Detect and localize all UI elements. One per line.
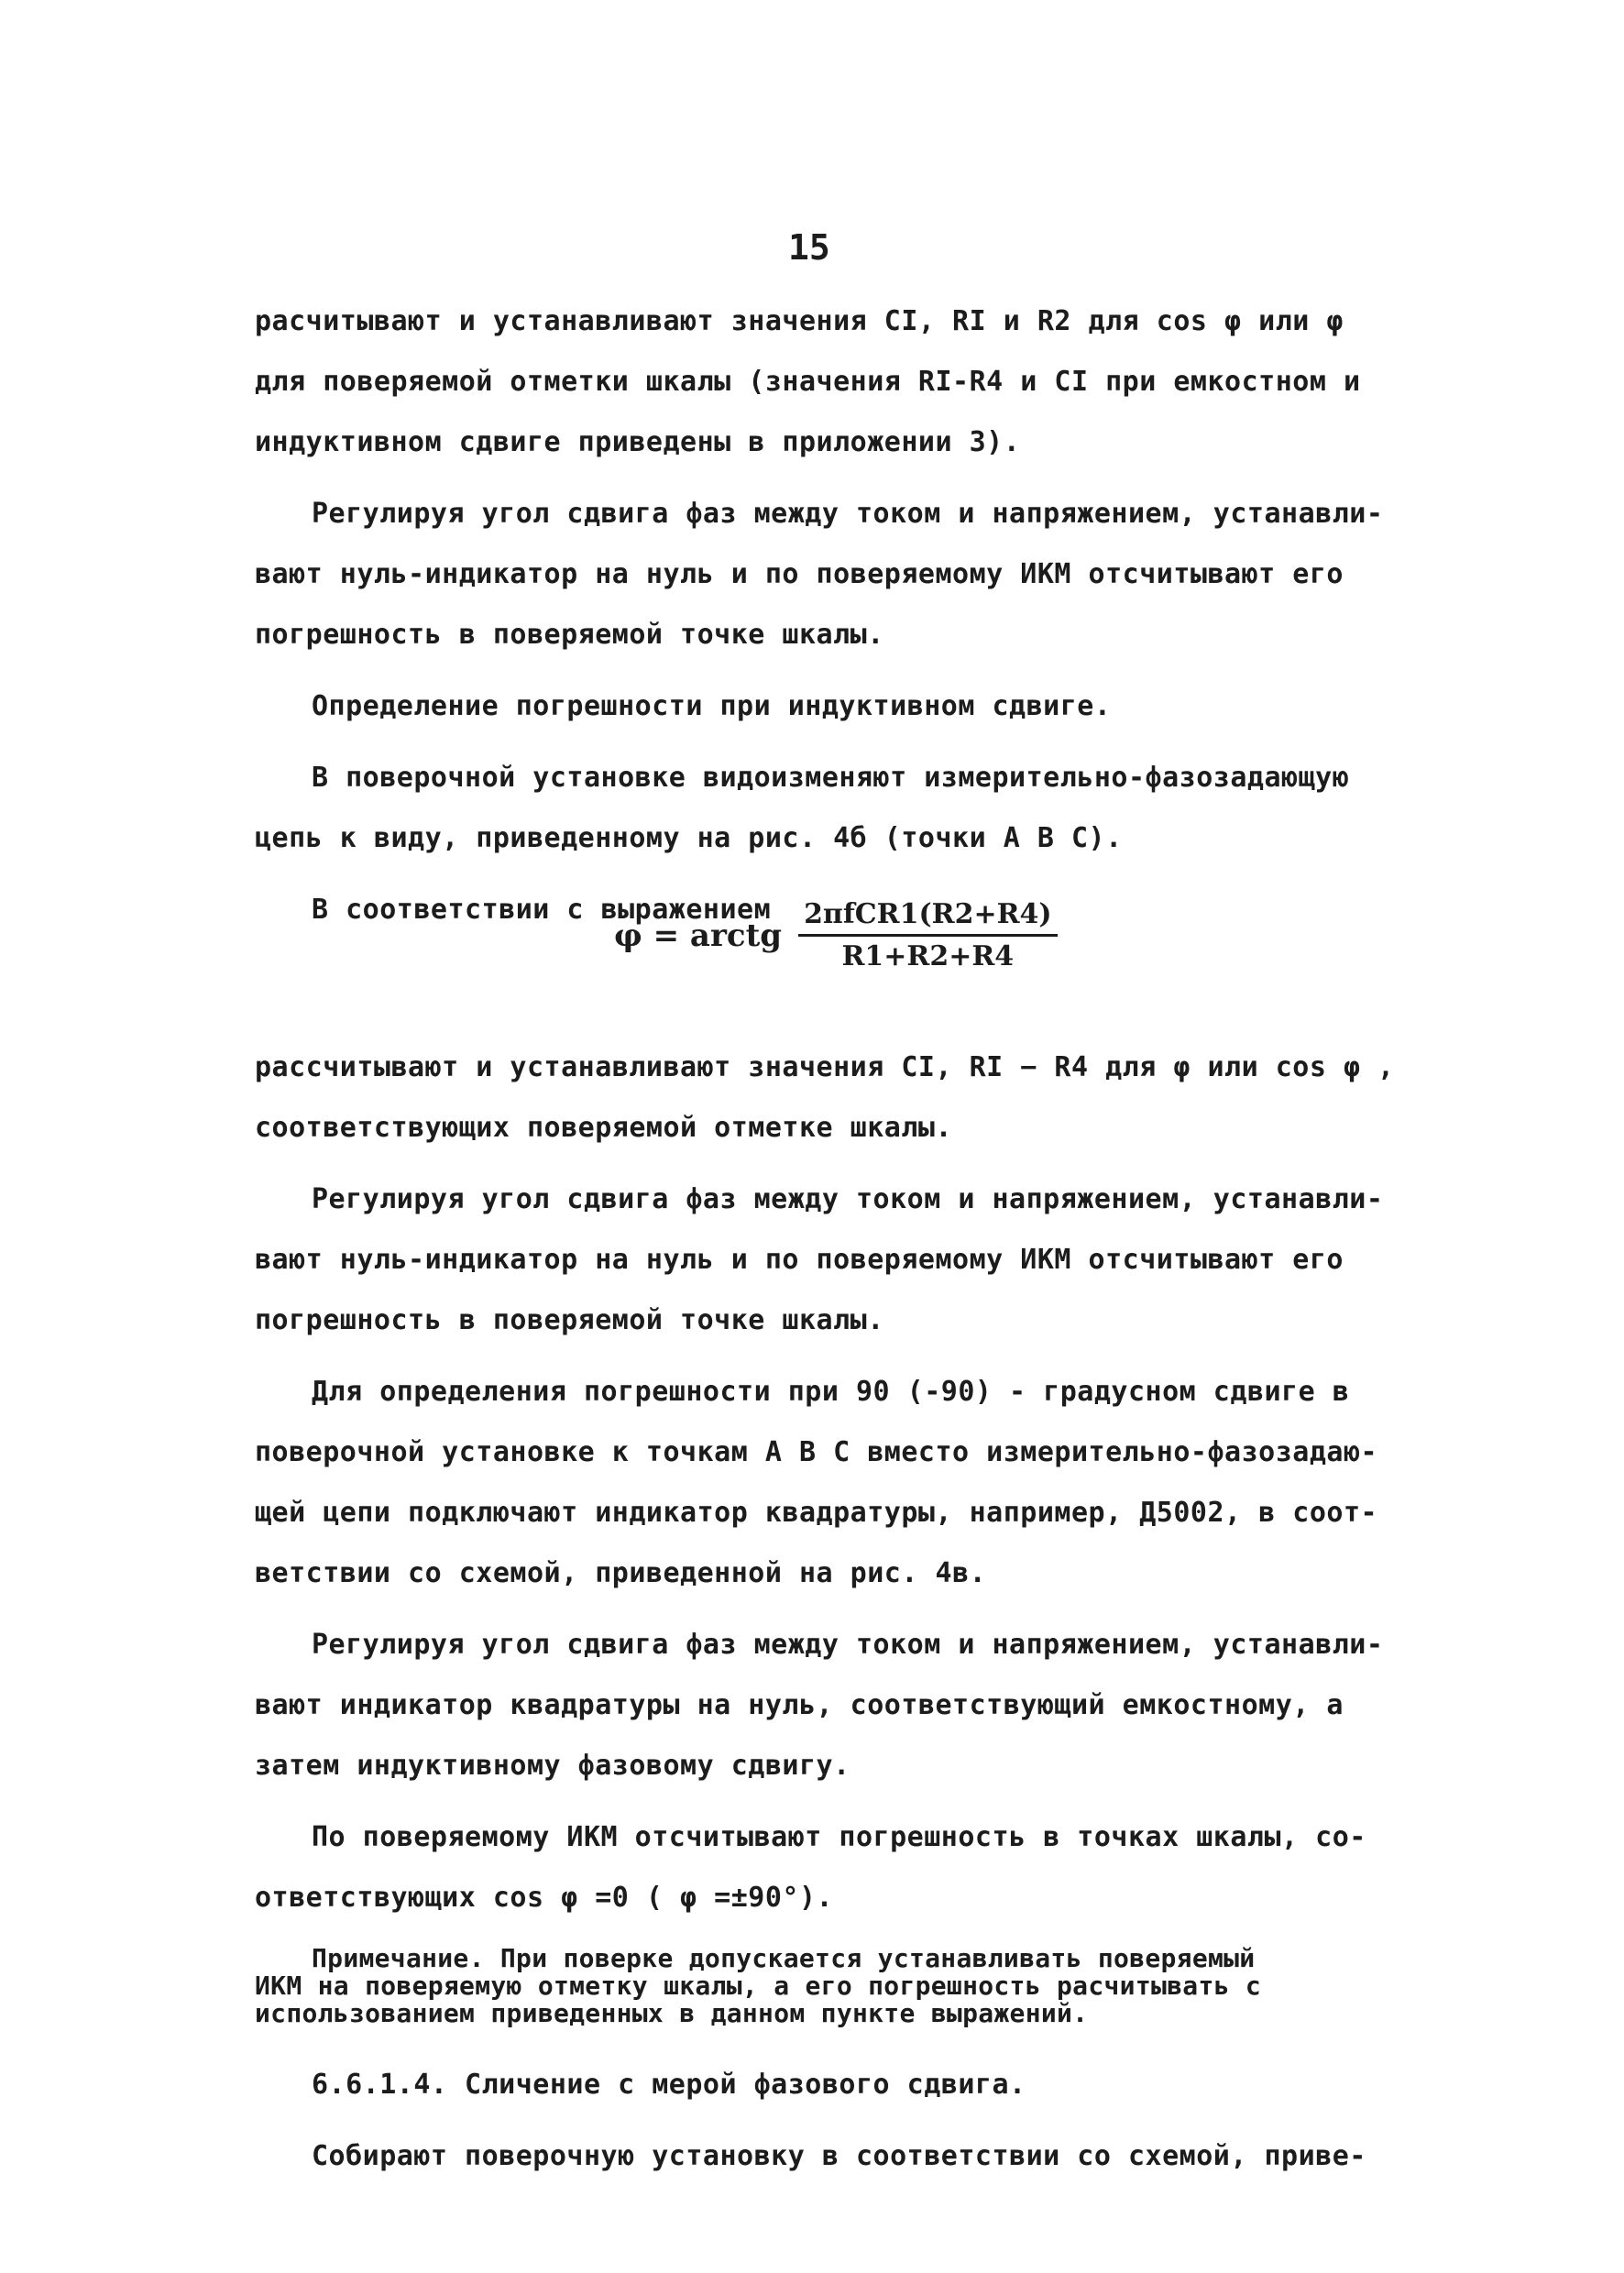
paragraph-values-calc-2 bbox=[255, 1038, 1410, 1158]
paragraph-read-error bbox=[255, 1807, 1410, 1928]
text-line: ответствующих cos φ =0 ( φ =±90°). bbox=[255, 1882, 834, 1914]
text-block-top bbox=[255, 291, 1410, 951]
text-line: для поверяемой отметки шкалы (значения RI-R4 и CI при емкостном и bbox=[255, 366, 1361, 398]
text-line: Регулируя угол сдвига фаз между током и напряжением, устанавли- bbox=[312, 498, 1384, 530]
text-line: Собирают поверочную установку в соответствии со схемой, приве- bbox=[312, 2140, 1366, 2172]
text-line: рассчитывают и устанавливают значения CI, RI − R4 для φ или cos φ , bbox=[255, 1051, 1395, 1083]
note-line: ИКМ на поверяемую отметку шкалы, а его погрешность расчитывать с bbox=[255, 1971, 1262, 2001]
section-heading: 6.6.1.4. Сличение с мерой фазового сдвига. bbox=[312, 2069, 1026, 2101]
note-line: Примечание. При поверке допускается устанавливать поверяемый bbox=[312, 1943, 1256, 1973]
paragraph-regulate-3 bbox=[255, 1615, 1410, 1796]
text-line: вают нуль-индикатор на нуль и по поверяемому ИКМ отсчитывают его bbox=[255, 1244, 1344, 1276]
paragraph-assemble bbox=[255, 2126, 1410, 2187]
text-line: щей цепи подключают индикатор квадратуры, например, Д5002, в соот- bbox=[255, 1497, 1378, 1529]
note-line: использованием приведенных в данном пункте выражений. bbox=[255, 1998, 1089, 2028]
formula-lhs: φ = arctg bbox=[614, 917, 783, 954]
paragraph-regulate-1 bbox=[255, 484, 1410, 665]
text-line: погрешность в поверяемой точке шкалы. bbox=[255, 1304, 884, 1336]
paragraph-quadrature bbox=[255, 1362, 1410, 1604]
paragraph-modify-circuit bbox=[255, 748, 1410, 869]
note-block bbox=[255, 1945, 1410, 2027]
paragraph-values-calc bbox=[255, 291, 1410, 473]
text-line: индуктивном сдвиге приведены в приложении 3). bbox=[255, 426, 1021, 458]
page-number: 15 bbox=[788, 227, 830, 268]
text-line: соответствующих поверяемой отметке шкалы. bbox=[255, 1112, 953, 1144]
text-line: расчитывают и устанавливают значения CI, RI и R2 для cos φ или φ bbox=[255, 305, 1344, 337]
text-line: затем индуктивному фазовому сдвигу. bbox=[255, 1750, 850, 1782]
formula-denominator: R1+R2+R4 bbox=[841, 940, 1015, 972]
text-line: поверочной установке к точкам А В С вместо измерительно-фазозадаю- bbox=[255, 1436, 1378, 1468]
text-line: Определение погрешности при индуктивном сдвиге. bbox=[312, 690, 1112, 722]
text-line: Для определения погрешности при 90 (-90) - градусном сдвиге в bbox=[312, 1376, 1350, 1408]
paragraph-inductive-heading bbox=[255, 676, 1410, 737]
text-line: Регулируя угол сдвига фаз между током и напряжением, устанавли- bbox=[312, 1629, 1384, 1661]
paragraph-section-heading bbox=[255, 2055, 1410, 2115]
formula-fraction bbox=[798, 898, 1058, 972]
text-block-bottom bbox=[255, 1038, 1410, 2198]
text-line: Регулируя угол сдвига фаз между током и напряжением, устанавли- bbox=[312, 1183, 1384, 1215]
text-line: По поверяемому ИКМ отсчитывают погрешность в точках шкалы, со- bbox=[312, 1821, 1366, 1853]
text-line: вают индикатор квадратуры на нуль, соответствующий емкостному, а bbox=[255, 1689, 1344, 1721]
text-line: погрешность в поверяемой точке шкалы. bbox=[255, 619, 884, 651]
formula-numerator: 2πfCR1(R2+R4) bbox=[798, 898, 1058, 937]
formula-phi bbox=[614, 898, 1058, 972]
text-line: цепь к виду, приведенному на рис. 4б (точки А В С). bbox=[255, 822, 1123, 854]
text-line: вают нуль-индикатор на нуль и по поверяемому ИКМ отсчитывают его bbox=[255, 558, 1344, 590]
paragraph-regulate-2 bbox=[255, 1169, 1410, 1351]
text-line: В соответствии с выражением bbox=[312, 894, 772, 926]
text-line: В поверочной установке видоизменяют измерительно-фазозадающую bbox=[312, 762, 1350, 794]
text-line: ветствии со схемой, приведенной на рис. 4в. bbox=[255, 1557, 987, 1589]
